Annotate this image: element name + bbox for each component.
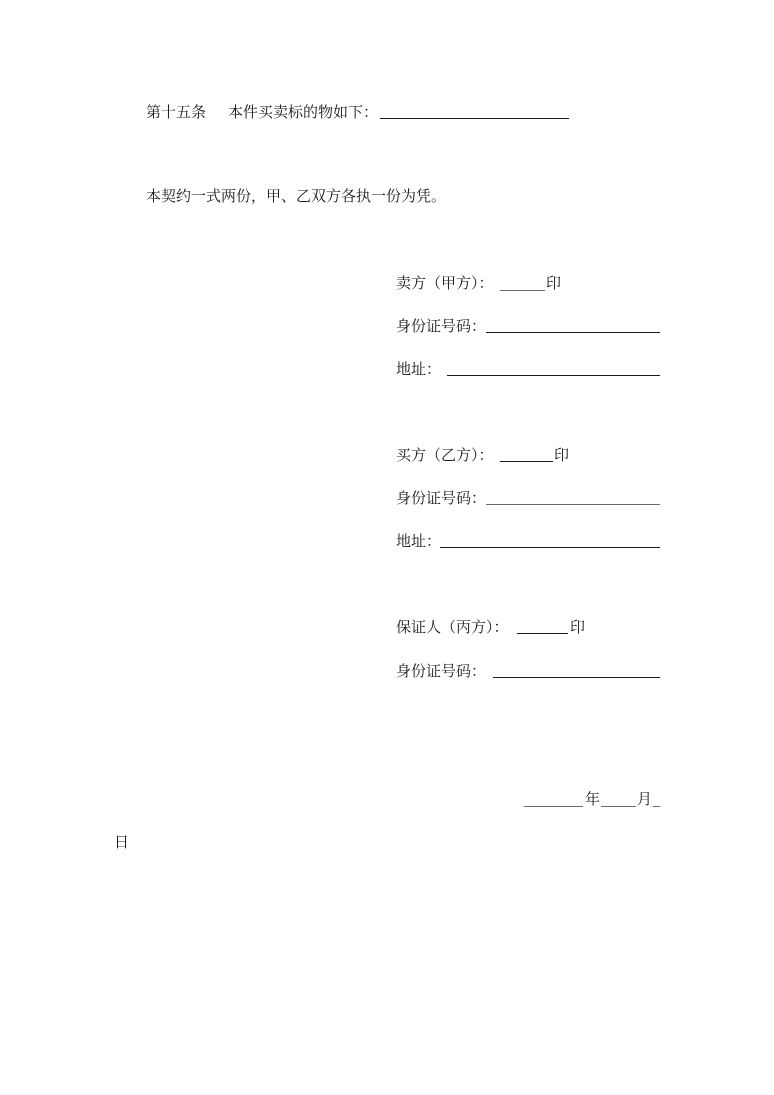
buyer-id-label: 身份证号码： (396, 489, 487, 507)
seller-id-label: 身份证号码： (396, 317, 487, 335)
guarantor-id-label: 身份证号码： (396, 662, 487, 680)
article-text: 本件买卖标的物如下： (228, 103, 379, 121)
date-year-label: 年 (585, 790, 601, 808)
date-day-label: 日 (114, 833, 130, 851)
seller-label: 卖方（甲方）： (396, 274, 494, 292)
seller-address-blank (447, 375, 660, 376)
seller-address-label: 地址： (396, 360, 442, 378)
buyer-id-blank (486, 504, 660, 505)
buyer-label: 买方（乙方）： (396, 446, 494, 464)
article-number: 第十五条 (146, 103, 207, 121)
guarantor-label: 保证人（丙方）： (396, 618, 509, 636)
buyer-seal: 印 (554, 446, 570, 464)
guarantor-id-blank (493, 677, 660, 678)
seller-seal: 印 (546, 274, 562, 292)
guarantor-seal: 印 (570, 618, 586, 636)
buyer-name-blank (500, 461, 553, 462)
date-year-blank (524, 806, 583, 807)
buyer-address-label: 地址： (396, 532, 442, 550)
date-day-blank (653, 806, 660, 807)
date-month-blank (601, 806, 636, 807)
guarantor-name-blank (517, 633, 568, 634)
seller-id-blank (486, 332, 660, 333)
buyer-address-blank (440, 547, 660, 548)
date-month-label: 月 (637, 790, 653, 808)
copies-clause: 本契约一式两份，甲、乙双方各执一份为凭。 (146, 187, 447, 205)
article-subject-blank (380, 118, 569, 119)
seller-name-blank (500, 290, 545, 291)
